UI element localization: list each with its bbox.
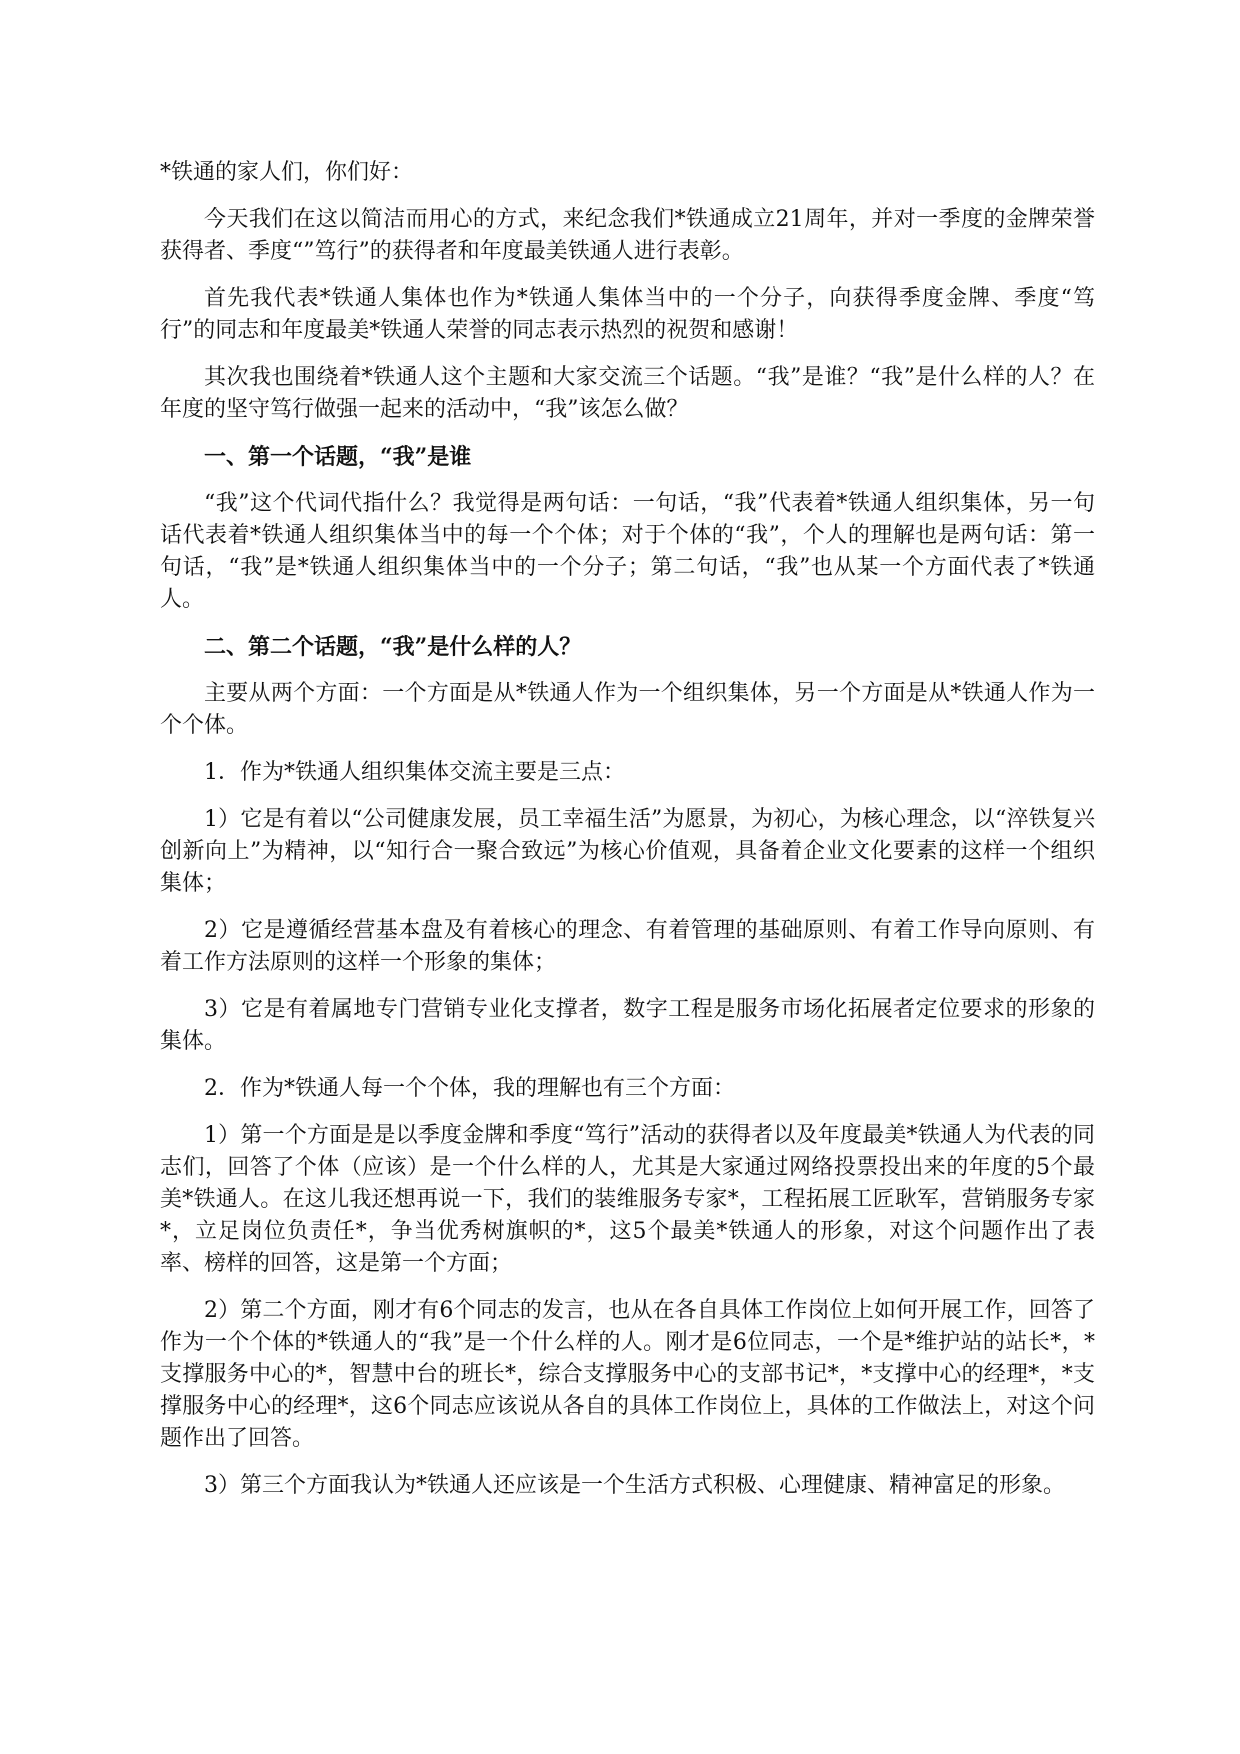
list-item-individual-3: 3）第三个方面我认为*铁通人还应该是一个生活方式积极、心理健康、精神富足的形象。: [204, 1473, 1065, 1498]
paragraph-anniversary: 今天我们在这以简洁而用心的方式，来纪念我们*铁通成立21周年，并对一季度的金牌荣誉获得者、季度“”笃行”的获得者和年度最美铁通人进行表彰。: [160, 207, 1095, 264]
greeting-line: *铁通的家人们，你们好：: [160, 160, 414, 185]
heading-topic-two: 二、第二个话题，“我”是什么样的人？: [204, 634, 582, 660]
paragraph-two-aspects: 主要从两个方面：一个方面是从*铁通人作为一个组织集体，另一个方面是从*铁通人作为一个个体。: [160, 681, 1095, 738]
paragraph-who-am-i: “我”这个代词代指什么？我觉得是两句话：一句话，“我”代表着*铁通人组织集体，另一句话代表着*铁通人组织集体当中的每一个个体；对于个体的“我”，个人的理解也是两句话：第一句话，“我”是*铁通人组织集体当中的一个分子；第二句话，“我”也从某一个方面代表了*铁通人。: [160, 491, 1095, 612]
paragraph-congratulations: 首先我代表*铁通人集体也作为*铁通人集体当中的一个分子，向获得季度金牌、季度“笃行”的同志和年度最美*铁通人荣誉的同志表示热烈的祝贺和感谢！: [160, 286, 1095, 343]
paragraph-three-topics: 其次我也围绕着*铁通人这个主题和大家交流三个话题。“我”是谁？“我”是什么样的人？在年度的坚守笃行做强一起来的活动中，“我”该怎么做？: [160, 365, 1095, 422]
list-item-collective-2: 2）它是遵循经营基本盘及有着核心的理念、有着管理的基础原则、有着工作导向原则、有着工作方法原则的这样一个形象的集体；: [160, 918, 1095, 975]
heading-topic-one: 一、第一个话题，“我”是谁: [204, 444, 472, 470]
list-heading-collective: 1．作为*铁通人组织集体交流主要是三点：: [204, 760, 625, 785]
list-item-collective-1: 1）它是有着以“公司健康发展，员工幸福生活”为愿景，为初心，为核心理念，以“淬铁复兴创新向上”为精神，以“知行合一聚合致远”为核心价值观，具备着企业文化要素的这样一个组织集体；: [160, 807, 1095, 896]
list-item-collective-3: 3）它是有着属地专门营销专业化支撑者，数字工程是服务市场化拓展者定位要求的形象的集体。: [160, 997, 1095, 1054]
document-page: [160, 157, 1095, 1517]
list-item-individual-2: 2）第二个方面，刚才有6个同志的发言，也从在各自具体工作岗位上如何开展工作，回答了作为一个个体的*铁通人的“我”是一个什么样的人。刚才是6位同志，一个是*维护站的站长*，*支撑服务中心的*，智慧中台的班长*，综合支撑服务中心的支部书记*，*支撑中心的经理*，*支撑服务中心的经理*，这6个同志应该说从各自的具体工作岗位上，具体的工作做法上，对这个问题作出了回答。: [160, 1298, 1095, 1451]
list-heading-individual: 2．作为*铁通人每一个个体，我的理解也有三个方面：: [204, 1076, 735, 1101]
list-item-individual-1: 1）第一个方面是是以季度金牌和季度“笃行”活动的获得者以及年度最美*铁通人为代表的同志们，回答了个体（应该）是一个什么样的人，尤其是大家通过网络投票投出来的年度的5个最美*铁通人。在这儿我还想再说一下，我们的装维服务专家*，工程拓展工匠耿军，营销服务专家*，立足岗位负责任*，争当优秀树旗帜的*，这5个最美*铁通人的形象，对这个问题作出了表率、榜样的回答，这是第一个方面；: [160, 1123, 1095, 1276]
